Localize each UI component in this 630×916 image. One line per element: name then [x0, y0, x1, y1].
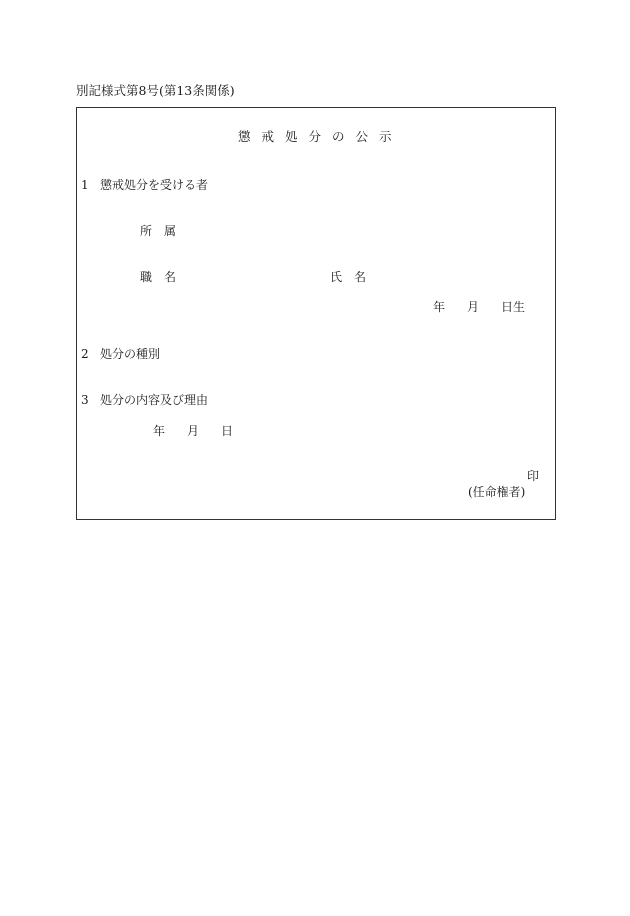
name-label: 氏名	[330, 270, 379, 284]
section-2-number: 2	[81, 347, 89, 361]
seal-mark: 印	[527, 469, 540, 483]
section-1-number: 1	[81, 178, 89, 192]
birthdate-field	[433, 300, 525, 314]
section-2-label: 処分の種別	[100, 347, 161, 361]
section-1-label: 懲戒処分を受ける者	[100, 178, 209, 192]
section-1-heading	[81, 178, 208, 192]
position-label: 職名	[140, 270, 189, 284]
date-day-label: 日	[221, 424, 234, 438]
section-2-heading	[81, 347, 160, 361]
section-3-label: 処分の内容及び理由	[100, 393, 209, 407]
form-caption: 別記様式第8号(第13条関係)	[76, 83, 235, 98]
date-year-label: 年	[153, 424, 166, 438]
birth-year-label: 年	[433, 300, 446, 314]
birth-day-label: 日生	[501, 300, 526, 314]
appointing-authority-label: (任命権者)	[468, 485, 526, 499]
affiliation-label: 所属	[140, 224, 189, 238]
date-month-label: 月	[187, 424, 200, 438]
issue-date-field	[153, 424, 233, 438]
document-title: 懲戒処分の公示	[238, 129, 403, 144]
section-3-heading	[81, 393, 208, 407]
section-3-number: 3	[81, 393, 89, 407]
birth-month-label: 月	[467, 300, 480, 314]
